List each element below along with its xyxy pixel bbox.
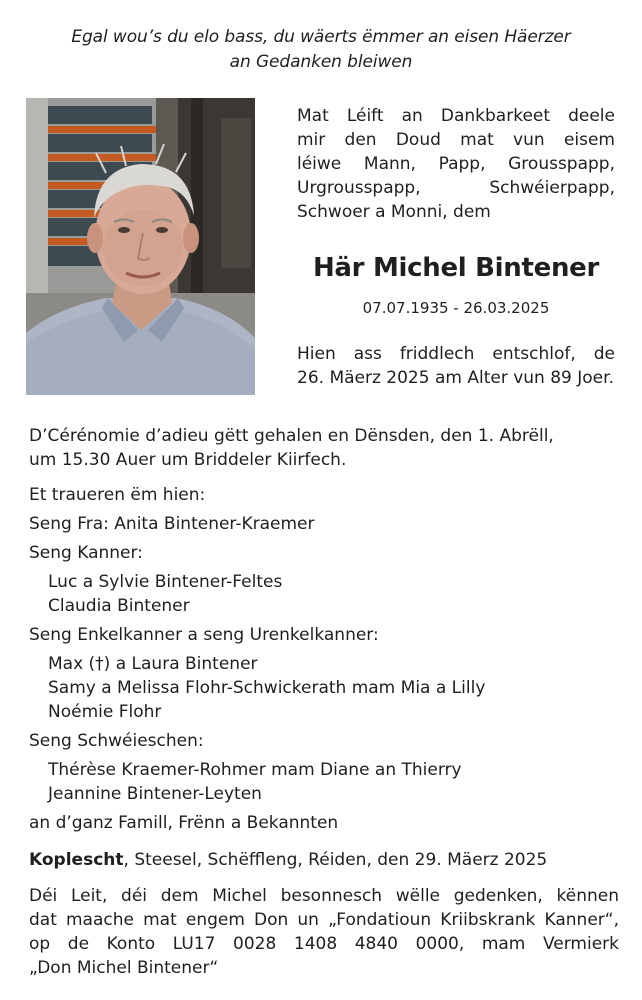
ceremony-line: D’Cérénomie d’adieu gëtt gehalen en Dënsden, den 1. Abrëll, bbox=[29, 426, 554, 446]
signature-rest: , Steesel, Schëffleng, Réiden, den 29. Mäerz 2025 bbox=[123, 850, 548, 870]
donation-text bbox=[29, 884, 619, 980]
wife-line: Seng Fra: Anita Bintener-Kraemer bbox=[29, 514, 315, 534]
intro-line: Urgrousspapp, Schwéierpapp, bbox=[297, 178, 615, 198]
closing-line: an d’ganz Famill, Frënn a Bekannten bbox=[29, 813, 339, 833]
child-entry: Claudia Bintener bbox=[48, 596, 190, 616]
portrait-photo bbox=[26, 98, 255, 395]
ceremony-text bbox=[29, 424, 619, 472]
grandchildren-label: Seng Enkelkanner a seng Urenkelkanner: bbox=[29, 625, 379, 645]
donation-line: „Don Michel Bintener“ bbox=[29, 958, 219, 978]
intro-line: Mat Léift an Dankbarkeet deele bbox=[297, 106, 615, 126]
donation-line: Déi Leit, déi dem Michel besonnesch wëlle gedenken, kënnen bbox=[29, 886, 619, 906]
siblings-label: Seng Schwéieschen: bbox=[29, 731, 204, 751]
life-dates: 07.07.1935 - 26.03.2025 bbox=[362, 299, 550, 317]
signature-place: Koplescht bbox=[29, 850, 124, 870]
death-line: Hien ass friddlech entschlof, de bbox=[297, 344, 615, 364]
signature-line bbox=[29, 848, 619, 872]
mourners-heading: Et traueren ëm hien: bbox=[29, 485, 206, 505]
intro-line: mir den Doud mat vun eisem bbox=[297, 130, 615, 150]
donation-line: op de Konto LU17 0028 1408 4840 0000, mam Vermierk bbox=[29, 934, 619, 954]
mourners-list bbox=[29, 483, 619, 835]
death-notice bbox=[297, 342, 615, 390]
motto bbox=[0, 25, 642, 75]
death-line: 26. Mäerz 2025 am Alter vun 89 Joer. bbox=[297, 368, 614, 388]
grandchild-entry: Samy a Melissa Flohr-Schwickerath mam Mia a Lilly bbox=[48, 678, 486, 698]
motto-line: Egal wou’s du elo bass, du wäerts ëmmer an eisen Häerzer bbox=[71, 27, 571, 47]
motto-line: an Gedanken bleiwen bbox=[229, 52, 413, 72]
intro-line: Schwoer a Monni, dem bbox=[297, 202, 491, 222]
intro-text bbox=[297, 104, 615, 224]
deceased-name: Här Michel Bintener bbox=[312, 253, 600, 283]
donation-line: dat maache mat engem Don un „Fondatioun Kriibskrank Kanner“, bbox=[29, 910, 619, 930]
ceremony-line: um 15.30 Auer um Briddeler Kiirfech. bbox=[29, 450, 347, 470]
grandchild-entry: Noémie Flohr bbox=[48, 702, 162, 722]
sibling-entry: Thérèse Kraemer-Rohmer mam Diane an Thierry bbox=[48, 760, 462, 780]
child-entry: Luc a Sylvie Bintener-Feltes bbox=[48, 572, 283, 592]
children-label: Seng Kanner: bbox=[29, 543, 143, 563]
intro-line: léiwe Mann, Papp, Grousspapp, bbox=[297, 154, 615, 174]
sibling-entry: Jeannine Bintener-Leyten bbox=[48, 784, 262, 804]
grandchild-entry: Max (†) a Laura Bintener bbox=[48, 654, 258, 674]
